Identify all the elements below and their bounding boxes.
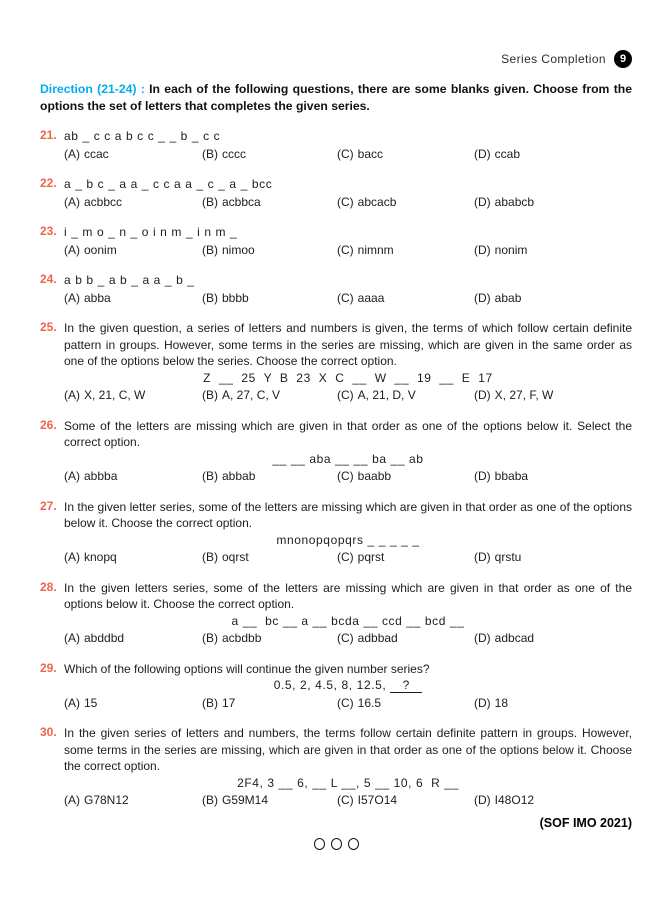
question-number: 25. — [40, 320, 57, 334]
option-value: ccac — [84, 146, 109, 161]
option-letter: (A) — [64, 194, 80, 209]
option-value: acbdbb — [222, 631, 262, 645]
question-text: In the given series of letters and numbers, the terms follow certain definite pattern in groups. However, some terms in the series are missing, which are given in that order as one of the options below it. Choose the correct option. — [64, 726, 632, 773]
option-value: G78N12 — [84, 793, 129, 807]
option-C — [337, 468, 474, 485]
question-number: 30. — [40, 725, 57, 739]
question-30 — [40, 725, 632, 809]
option-value: acbbca — [222, 194, 261, 209]
option-value: A, 27, C, V — [222, 388, 281, 402]
option-value: pqrst — [357, 550, 385, 564]
option-value: bbaba — [494, 469, 529, 483]
option-value: bacc — [357, 146, 384, 161]
option-B — [202, 290, 337, 307]
option-A — [64, 242, 202, 259]
option-D — [474, 468, 632, 485]
option-value: abbba — [84, 469, 118, 483]
question-number: 22. — [40, 176, 57, 190]
option-letter: (C) — [337, 242, 354, 257]
option-B — [202, 146, 337, 163]
option-C — [337, 792, 474, 809]
option-letter: (B) — [202, 550, 218, 564]
option-letter: (C) — [337, 146, 354, 161]
option-letter: (C) — [337, 631, 354, 645]
option-value: knopq — [84, 550, 117, 564]
options-row — [64, 630, 632, 647]
question-series: ab _ c c a b c c _ _ b _ c c — [64, 129, 221, 143]
option-letter: (B) — [202, 631, 218, 645]
footer-ornament — [40, 837, 632, 851]
question-series: mnonopqopqrs _ _ _ _ _ — [276, 532, 420, 547]
options-row — [64, 194, 632, 211]
option-D — [474, 194, 632, 211]
option-value: G59M14 — [222, 793, 269, 807]
question-28 — [40, 580, 632, 647]
option-letter: (A) — [64, 290, 80, 305]
option-B — [202, 792, 337, 809]
option-A — [64, 630, 202, 647]
option-letter: (A) — [64, 146, 80, 161]
option-C — [337, 194, 474, 211]
option-value: baabb — [357, 469, 392, 483]
options-row — [64, 242, 632, 259]
option-letter: (B) — [202, 469, 218, 483]
option-letter: (D) — [474, 695, 491, 710]
option-A — [64, 549, 202, 566]
option-D — [474, 242, 632, 259]
option-letter: (D) — [474, 388, 491, 402]
question-number: 21. — [40, 128, 57, 142]
option-B — [202, 468, 337, 485]
option-letter: (B) — [202, 388, 218, 402]
option-letter: (A) — [64, 469, 80, 483]
option-letter: (C) — [337, 550, 354, 564]
question-number: 27. — [40, 498, 57, 513]
option-value: nimnm — [357, 242, 394, 257]
option-A — [64, 146, 202, 163]
option-letter: (D) — [474, 550, 491, 564]
option-value: 15 — [84, 695, 98, 710]
circle-icon — [348, 838, 359, 850]
option-letter: (D) — [474, 290, 491, 305]
option-value: oonim — [84, 242, 117, 257]
option-value: acbbcc — [84, 194, 123, 209]
option-letter: (A) — [64, 388, 80, 402]
option-letter: (A) — [64, 631, 80, 645]
option-value: 17 — [222, 695, 236, 710]
option-value: 18 — [494, 695, 509, 710]
question-series: i _ m o _ n _ o i n m _ i n m _ — [64, 225, 238, 239]
option-D — [474, 630, 632, 647]
option-C — [337, 387, 474, 404]
option-value: abab — [494, 290, 522, 305]
options-row — [64, 792, 632, 809]
option-value: abbab — [222, 469, 256, 483]
options-row — [64, 695, 632, 712]
option-letter: (A) — [64, 695, 80, 710]
question-21 — [40, 128, 632, 162]
question-series: a __ bc __ a __ bcda __ ccd __ bcd __ — [231, 613, 465, 628]
question-text: Some of the letters are missing which are given in that order as one of the options below it. Select the correct option. — [64, 418, 632, 449]
option-value: oqrst — [222, 550, 249, 564]
option-B — [202, 630, 337, 647]
option-D — [474, 549, 632, 566]
option-value: ababcb — [494, 194, 535, 209]
option-letter: (A) — [64, 550, 80, 564]
option-C — [337, 242, 474, 259]
question-number: 28. — [40, 579, 57, 594]
option-letter: (A) — [64, 242, 80, 257]
options-row — [64, 549, 632, 566]
page-header — [40, 50, 632, 68]
question-26 — [40, 418, 632, 485]
option-letter: (A) — [64, 793, 80, 807]
direction-body: In each of the following questions, there are some blanks given. Choose from the options the set of letters that completes the given series. — [40, 82, 632, 113]
option-B — [202, 242, 337, 259]
option-letter: (D) — [474, 242, 491, 257]
option-A — [64, 194, 202, 211]
option-value: abcacb — [357, 194, 397, 209]
question-series: 2F4, 3 __ 6, __ L __, 5 __ 10, 6 R __ — [237, 775, 459, 790]
option-B — [202, 695, 337, 712]
question-number: 26. — [40, 417, 57, 432]
chapter-title: Series Completion — [501, 52, 606, 66]
option-C — [337, 630, 474, 647]
question-series: a _ b c _ a a _ c c a a _ c _ a _ bcc — [64, 177, 273, 191]
question-number: 23. — [40, 224, 57, 238]
page-number-badge: 9 — [614, 50, 632, 68]
option-A — [64, 290, 202, 307]
option-letter: (C) — [337, 290, 354, 305]
option-value: ccab — [494, 146, 521, 161]
question-text: In the given question, a series of letters and numbers is given, the terms of which follow certain definite pattern in groups. However, some terms in the series are missing, which are given in the same order as one of the options below the series. Choose the correct option. — [64, 321, 632, 368]
option-D — [474, 146, 632, 163]
options-row — [64, 387, 632, 404]
option-value: I48O12 — [494, 793, 535, 807]
option-value: A, 21, D, V — [357, 388, 416, 402]
option-letter: (C) — [337, 793, 354, 807]
question-22 — [40, 176, 632, 210]
option-B — [202, 387, 337, 404]
option-letter: (D) — [474, 146, 491, 161]
option-A — [64, 792, 202, 809]
options-row — [64, 468, 632, 485]
option-D — [474, 792, 632, 809]
question-25 — [40, 320, 632, 404]
option-value: nimoo — [222, 242, 255, 257]
option-letter: (D) — [474, 194, 491, 209]
question-text: In the given letters series, some of the letters are missing which are given in that order as one of the options below it. Choose the correct option. — [64, 580, 632, 611]
question-text: Which of the following options will continue the given number series? — [64, 661, 430, 676]
question-23 — [40, 224, 632, 258]
option-B — [202, 549, 337, 566]
option-C — [337, 549, 474, 566]
option-C — [337, 290, 474, 307]
option-letter: (D) — [474, 469, 491, 483]
option-letter: (D) — [474, 793, 491, 807]
option-value: adbcad — [494, 631, 535, 645]
option-A — [64, 695, 202, 712]
option-A — [64, 468, 202, 485]
direction-label: Direction (21-24) : — [40, 82, 145, 96]
option-B — [202, 194, 337, 211]
source-tag: (SOF IMO 2021) — [539, 815, 632, 830]
option-value: X, 21, C, W — [84, 388, 146, 402]
question-24 — [40, 272, 632, 306]
direction-paragraph — [40, 81, 632, 115]
option-D — [474, 695, 632, 712]
option-value: qrstu — [494, 550, 522, 564]
option-C — [337, 146, 474, 163]
question-text: In the given letter series, some of the letters are missing which are given in that order as one of the options below it. Choose the correct option. — [64, 499, 632, 530]
question-27 — [40, 499, 632, 566]
question-series: __ __ aba __ __ ba __ ab — [272, 451, 424, 466]
question-29 — [40, 661, 632, 712]
options-row — [64, 146, 632, 163]
option-letter: (C) — [337, 469, 354, 483]
question-series: Z __ 25 Y B 23 X C __ W __ 19 __ E 17 — [203, 370, 493, 385]
option-value: I57O14 — [357, 793, 398, 807]
option-letter: (B) — [202, 695, 218, 710]
option-value: bbbb — [222, 290, 249, 305]
option-letter: (C) — [337, 695, 354, 710]
option-letter: (B) — [202, 194, 218, 209]
option-letter: (B) — [202, 242, 218, 257]
circle-icon — [314, 838, 325, 850]
option-value: abba — [84, 290, 111, 305]
option-D — [474, 290, 632, 307]
option-letter: (C) — [337, 194, 354, 209]
circle-icon — [331, 838, 342, 850]
option-C — [337, 695, 474, 712]
option-letter: (B) — [202, 290, 218, 305]
option-value: X, 27, F, W — [494, 388, 554, 402]
option-value: abddbd — [84, 631, 125, 645]
option-value: 16.5 — [357, 695, 382, 710]
option-letter: (D) — [474, 631, 491, 645]
question-list — [40, 128, 632, 809]
series-blank-underline: ? — [390, 679, 422, 693]
question-series: 0.5, 2, 4.5, 8, 12.5, ? — [64, 677, 632, 694]
question-series: a b b _ a b _ a a _ b _ — [64, 273, 195, 287]
option-value: aaaa — [357, 290, 385, 305]
option-D — [474, 387, 632, 404]
option-value: cccc — [222, 146, 246, 161]
question-number: 29. — [40, 660, 57, 675]
options-row — [64, 290, 632, 307]
question-number: 24. — [40, 272, 57, 286]
option-A — [64, 387, 202, 404]
option-letter: (B) — [202, 793, 218, 807]
option-letter: (C) — [337, 388, 354, 402]
option-value: adbbad — [357, 631, 398, 645]
option-letter: (B) — [202, 146, 218, 161]
option-value: nonim — [494, 242, 528, 257]
